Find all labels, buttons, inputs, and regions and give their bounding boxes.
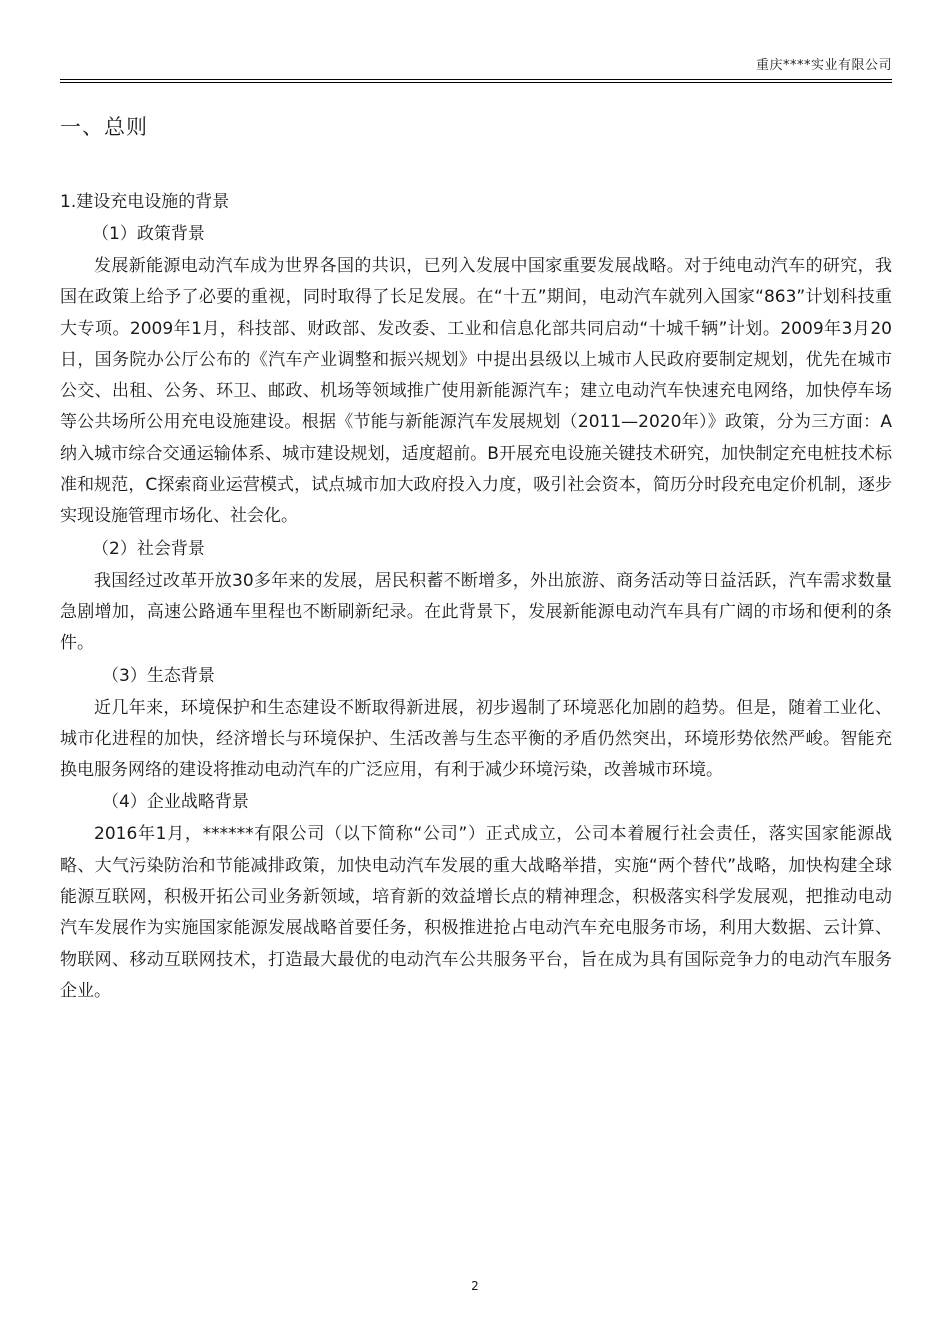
document-body xyxy=(60,110,892,1007)
social-heading: （2）社会背景 xyxy=(92,538,205,559)
header-rule xyxy=(60,79,892,83)
subsection-title: 1.建设充电设施的背景 xyxy=(60,192,230,212)
section-title: 一、总则 xyxy=(60,115,148,139)
ecology-heading: （3）生态背景 xyxy=(102,665,215,686)
strategy-paragraph: 2016年1月，******有限公司（以下简称“公司”）正式成立，公司本着履行社会责任，落实国家能源战略、大气污染防治和节能减排政策，加快电动汽车发展的重大战略举措，实施“两个替代”战略，加快构建全球能源互联网，积极开拓公司业务新领域，培育新的效益增长点的精神理念，积极落实科学发展观，把推动电动汽车发展作为实施国家能源发展战略首要任务，积极推进抢占电动汽车充电服务市场，利用大数据、云计算、物联网、移动互联网技术，打造最大最优的电动汽车公共服务平台，旨在成为具有国际竞争力的电动汽车服务企业。 xyxy=(60,824,892,1001)
policy-paragraph: 发展新能源电动汽车成为世界各国的共识，已列入发展中国家重要发展战略。对于纯电动汽车的研究，我国在政策上给予了必要的重视，同时取得了长足发展。在“十五”期间，电动汽车就列入国家“863”计划科技重大专项。2009年1月，科技部、财政部、发改委、工业和信息化部共同启动“十城千辆”计划。2009年3月20日，国务院办公厅公布的《汽车产业调整和振兴规划》中提出县级以上城市人民政府要制定规划，优先在城市公交、出租、公务、环卫、邮政、机场等领域推广使用新能源汽车；建立电动汽车快速充电网络，加快停车场等公共场所公用充电设施建设。根据《节能与新能源汽车发展规划（2011—2020年）》政策，分为三方面：A纳入城市综合交通运输体系、城市建设规划，适度超前。B开展充电设施关键技术研究，加快制定充电桩技术标准和规范，C探索商业运营模式，试点城市加大政府投入力度，吸引社会资本，简历分时段充电定价机制，逐步实现设施管理市场化、社会化。 xyxy=(60,256,892,527)
strategy-heading: （4）企业战略背景 xyxy=(102,792,249,813)
page-header: 重庆****实业有限公司 xyxy=(755,58,892,73)
policy-heading: （1）政策背景 xyxy=(92,224,205,244)
social-paragraph: 我国经过改革开放30多年来的发展，居民积蓄不断增多，外出旅游、商务活动等日益活跃，汽车需求数量急剧增加，高速公路通车里程也不断刷新纪录。在此背景下，发展新能源电动汽车具有广阔的市场和便利的条件。 xyxy=(60,570,892,654)
ecology-paragraph: 近几年来，环境保护和生态建设不断取得新进展，初步遏制了环境恶化加剧的趋势。但是，随着工业化、城市化进程的加快，经济增长与环境保护、生活改善与生态平衡的矛盾仍然突出，环境形势依然严峻。智能充换电服务网络的建设将推动电动汽车的广泛应用，有利于减少环境污染，改善城市环境。 xyxy=(60,697,892,781)
page-number: 2 xyxy=(471,1279,479,1293)
